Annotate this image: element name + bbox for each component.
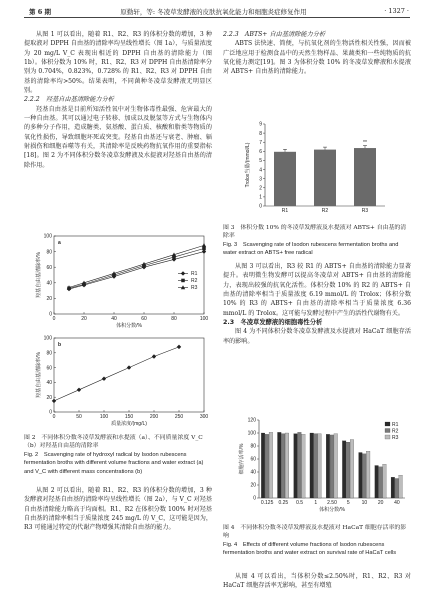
x-tick-label: 2.50	[327, 500, 337, 506]
y-tick-label: 100	[247, 430, 256, 437]
x-tick-label: 50	[76, 414, 82, 420]
series-line	[69, 252, 204, 292]
x-tick-label: 0	[52, 414, 56, 420]
y-tick-label: 2	[259, 185, 262, 192]
bar	[366, 451, 370, 498]
bar	[334, 434, 338, 498]
bar	[265, 434, 269, 498]
panel-label: a	[58, 240, 61, 246]
legend-label: R1	[191, 271, 198, 278]
legend-marker	[181, 271, 185, 275]
x-tick-label: 1	[314, 500, 318, 506]
data-point	[102, 377, 106, 381]
bar	[395, 479, 399, 499]
legend-swatch	[385, 429, 390, 433]
y-tick-label: 8	[259, 130, 262, 137]
bar	[391, 477, 395, 498]
page-header	[0, 0, 427, 16]
section-heading: 2.2.3 ABTS+ 自由基清除能力分析	[223, 31, 326, 38]
bar	[285, 433, 289, 498]
figure-2-chart	[24, 232, 214, 432]
series-line	[69, 248, 204, 288]
plot-frame	[54, 338, 204, 412]
x-tick-label: 200	[149, 414, 159, 420]
y-tick-label: 20	[250, 482, 256, 489]
y-tick-label: 100	[43, 233, 52, 240]
y-tick-label: 80	[250, 443, 256, 450]
caption-cn: 图 3 体积分数 10% 的冬凌草发酵液及水提液对 ABTS+ 自由基的清除率	[223, 225, 407, 240]
bar	[326, 434, 330, 498]
x-tick-label: 40	[394, 500, 400, 506]
y-tick-label: 20	[46, 394, 52, 401]
x-axis-label: 体积分数/%	[319, 507, 345, 513]
bar	[302, 434, 306, 498]
x-axis-label: 质量浓度/(mg/L)	[111, 421, 147, 427]
x-tick-label: 5	[346, 500, 350, 506]
x-tick-label: 0.25	[278, 500, 289, 506]
bar	[359, 453, 363, 499]
y-tick-label: 80	[46, 350, 52, 357]
running-title: 原勤轩，等: 冬凌草发酵液的皮肤抗氧化能力和细胞炎症修复作用	[120, 8, 307, 16]
x-tick-label: 60	[141, 316, 147, 322]
legend-swatch	[385, 422, 390, 426]
y-tick-label: 40	[46, 280, 52, 287]
bar	[346, 442, 350, 498]
x-tick-label: R3	[361, 208, 369, 214]
y-tick-label: 0	[49, 311, 52, 318]
x-tick-label: 20	[81, 316, 87, 322]
caption-en: Fig. 4 Effects of different volume fractions of Isodon rubescens fermentation broths and water extract on survival rate of HaCaT cells	[223, 541, 397, 557]
paragraph: 从图 2 可以看出，随着 R1、R2、R3 的体积分数的增加，3 种发酵液对羟基自由基的清除率均呈线性增长（图 2a），与 V_C 对羟基自由基清除能力略高于均面相。R1、R2 在体积分数 100% 时对羟基自由基的清除率相当于质量浓度 245 mg/L 的 V_C，这可能是因为，R3 可能通过特定的代谢产物增强其清除自由基的能力。	[24, 487, 212, 532]
x-tick-label: 150	[124, 414, 134, 420]
y-tick-label: 60	[46, 264, 52, 271]
data-point	[152, 354, 156, 358]
bar	[350, 440, 354, 499]
bar	[399, 475, 403, 498]
legend-label: R1	[392, 421, 399, 428]
paragraph: 羟基自由基是目前所知活性氧中对生物体毒性最强、危害最大的一种自由基。其可以通过电子转移、加成以及脱氢等方式与生物体内的多种分子作用，造成糖类、氨基酸、蛋白质、核酸和脂类等物质的氧化性损伤，导致细胞坏死或突变。羟基自由基还与衰老、肿瘤、辐射损伤和细胞吞噬等有关，其清除率是反映药物抗氧作用的重要指标[18]。图 2 为不同体积分数冬凌草发酵液及水提液对羟基自由基的清除作用。	[24, 105, 212, 169]
bar	[277, 432, 281, 498]
x-tick-label: 80	[171, 316, 177, 322]
y-axis-label: 羟基自由基清除率/%	[36, 352, 42, 398]
legend-label: R3	[191, 285, 198, 292]
y-tick-label: 5	[259, 158, 262, 165]
right-column-top	[223, 30, 411, 77]
legend-label: R2	[191, 278, 198, 285]
right-column-bottom	[223, 572, 411, 591]
x-tick-label: 100	[99, 414, 109, 420]
figure-2-caption	[24, 434, 212, 476]
x-tick-label: 40	[111, 316, 117, 322]
data-point	[202, 243, 206, 247]
y-tick-label: 20	[46, 296, 52, 303]
bar	[318, 434, 322, 498]
x-tick-label: R2	[321, 208, 329, 214]
bar	[362, 454, 366, 498]
y-tick-label: 80	[46, 249, 52, 256]
x-tick-label: 10	[361, 500, 368, 506]
y-tick-label: 4	[259, 167, 262, 174]
y-axis-label: 羟基自由基清除率/%	[36, 252, 42, 298]
x-tick-label: 0	[52, 316, 56, 322]
x-tick-label: 250	[174, 414, 184, 420]
y-tick-label: 0	[49, 409, 52, 416]
y-tick-label: 100	[43, 335, 52, 342]
y-tick-label: 9	[259, 121, 262, 128]
bar	[314, 150, 336, 206]
x-tick-label: 100	[199, 316, 209, 322]
data-point	[127, 365, 131, 369]
legend-label: R2	[392, 428, 399, 435]
plot-frame	[54, 236, 204, 314]
page-number: · 1327 ·	[384, 7, 409, 15]
y-axis-label: 细胞存活率/%	[239, 443, 245, 475]
bar	[294, 434, 298, 498]
y-tick-label: 60	[250, 456, 256, 463]
paragraph: 从图 1 可以看出，随着 R1、R2、R3 的体积分数的增加，3 种提取液对 DPPH 自由基的清除率均呈线性增长（图 1a），与质量浓度为 20 mg/L V_C 表现出相近的 DPPH 自由基的清除能力（图 1b）。体积分数为 10% 时，R1、R2、R3 对 DPPH 自由基清除率分别为 0.704%，0.823%，0.728% 的 R1、R2、R3 对 DPPH 自由基的清除率均>50%。结果表明，不同菌种冬凌草发酵液无明显区别。	[24, 31, 212, 95]
y-tick-label: 1	[259, 194, 262, 201]
y-tick-label: 40	[250, 469, 256, 476]
bar	[314, 434, 318, 498]
bar	[274, 152, 296, 206]
bar	[310, 433, 314, 498]
figure-3-chart	[223, 118, 413, 222]
caption-en: Fig. 3 Scavenging rate of Isodon rubescens fermentation broths and water extract on ABTS+ free radical	[223, 241, 399, 257]
data-point	[77, 388, 81, 392]
paragraph: 从图 4 可以看出，当体积分数≤2.50%时，R1、R2、R3 对 HaCaT 细胞存活率无影响，甚至有增殖	[223, 573, 411, 590]
paragraph: 图 4 为不同体积分数冬凌草发酵液及水提液对 HaCaT 细胞存活率的影响。	[223, 328, 411, 345]
header-rule	[24, 17, 410, 18]
left-column-bottom	[24, 486, 212, 533]
bar	[298, 432, 302, 498]
x-tick-label: R1	[281, 208, 289, 214]
x-tick-label: 20	[377, 500, 384, 506]
figure-4-caption	[223, 524, 411, 558]
bar	[342, 441, 346, 498]
x-tick-label: 0.5	[296, 500, 304, 506]
caption-cn: 图 4 不同体积分数冬凌草发酵液及水提液对 HaCaT 细胞存活率的影响	[223, 525, 407, 540]
legend-swatch	[385, 435, 390, 439]
y-tick-label: 7	[259, 139, 262, 146]
section-heading: 2.3 冬凌草发酵液的细胞毒性分析	[223, 319, 323, 327]
bar	[261, 433, 265, 498]
y-tick-label: 0	[253, 495, 256, 502]
caption-cn: 图 2 不同体积分数冬凌草发酵液和水提液（a）、不同质量浓度 V_C（b）对羟基自由基的清除率	[24, 435, 203, 450]
paragraph: ABTS 法快速、简便，与抗氧化剂的生物活性相关性强，因而被广泛地应用于检测食品中的天然生物样品、果蔬类和一些纯物质的抗氧化能力测定[19]。图 3 为体积分数 10% 的冬凌草发酵液和水提液对 ABTS+ 自由基的清除能力。	[223, 40, 411, 76]
left-column-top	[24, 30, 212, 170]
legend-label: R3	[392, 434, 399, 441]
y-tick-label: 0	[259, 203, 262, 210]
legend-marker	[181, 279, 185, 283]
y-axis-label: Trolox当量/(mmol/L)	[245, 142, 251, 188]
bar	[383, 464, 387, 498]
x-tick-label: 0.125	[260, 500, 274, 506]
data-point	[202, 247, 206, 251]
bar	[330, 435, 334, 498]
x-axis-label: 体积分数/%	[116, 323, 142, 329]
bar	[354, 148, 376, 206]
caption-en: Fig. 2 Scavenging rate of hydroxyl radical by Isodon rubescens fermentation broths with different volume fractions and water extract (a) and V_C with different mass concentrations (b)	[24, 451, 204, 475]
right-column-middle	[223, 262, 411, 346]
paragraph: 从图 3 可以看出，R3 较 R1 的 ABTS+ 自由基的清除能力显著提升。表明微生物发酵可以提高冬凌草对 ABTS+ 自由基的清除能力，表现出较强的抗氧化活性。体积分数 10% 的 R2 的 ABTS+ 自由基的清除率相当于质量浓度 6.19 mmol/L 的 Trolox；体积分数 10% 的 R3 的 ABTS+ 自由基的清除率相当于质量浓度 6.36 mmol/L 的 Trolox。这可能与发酵过程中产生的活性代谢物有关。	[223, 263, 411, 317]
x-tick-label: 300	[199, 414, 209, 420]
y-tick-label: 120	[247, 417, 256, 424]
section-heading: 2.2.2 羟基自由基清除能力分析	[24, 96, 114, 104]
y-tick-label: 3	[259, 176, 262, 183]
y-tick-label: 40	[46, 380, 52, 387]
bar	[379, 467, 383, 498]
y-tick-label: 6	[259, 149, 262, 156]
y-tick-label: 60	[46, 365, 52, 372]
significance-annotation: **	[363, 140, 367, 147]
data-point	[52, 399, 56, 403]
bar	[269, 432, 273, 498]
issue-number: 第 6 期	[29, 8, 52, 16]
panel-label: b	[58, 342, 62, 348]
bar	[375, 466, 379, 499]
data-point	[177, 345, 181, 349]
figure-3-caption	[223, 224, 411, 258]
bar	[281, 434, 285, 498]
series-line	[54, 347, 179, 401]
figure-4-chart	[223, 416, 413, 520]
